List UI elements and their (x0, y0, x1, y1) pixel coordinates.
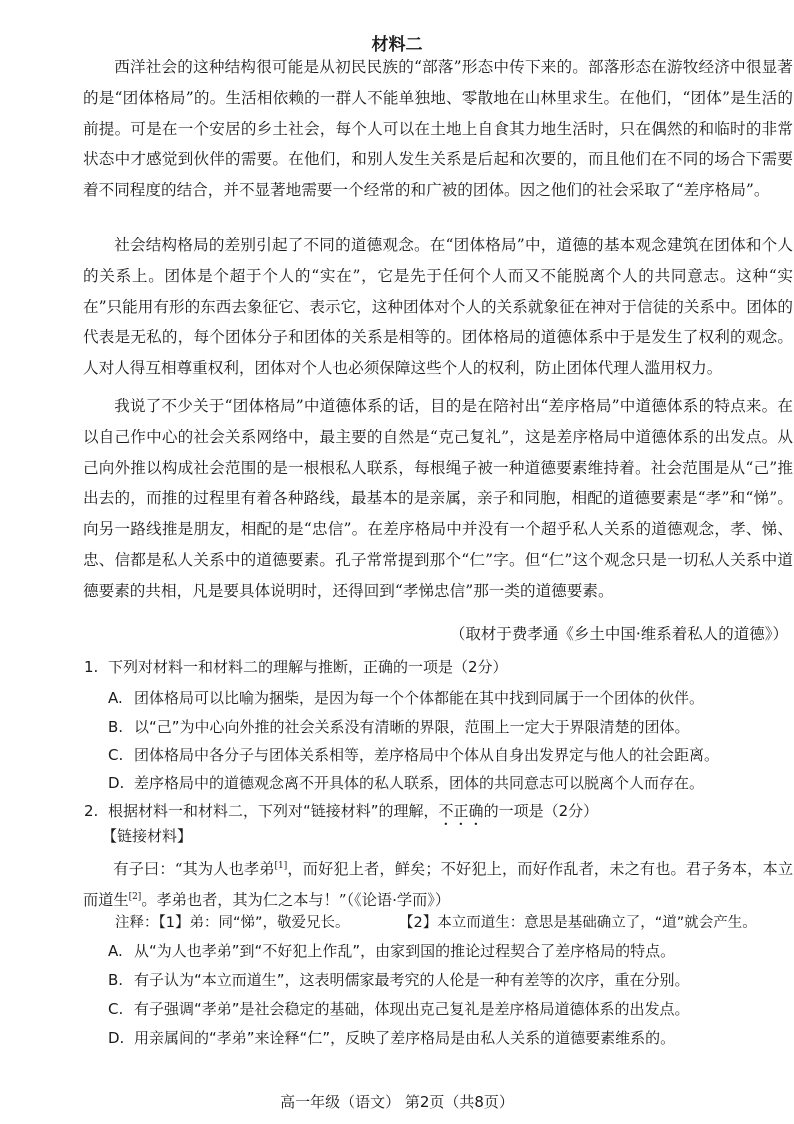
annotation-2: 【2】本立而道生：意思是基础确立了，“道”就会产生。 (399, 915, 757, 931)
option-text: 用亲属间的“孝弟”来诠释“仁”，反映了差序格局是由私人关系的道德要素维系的。 (134, 1029, 676, 1047)
link-text-part-2: ，而好犯上者，鲜矣；不好犯上，而好作乱者，未之有也。君子务本，本立而道生 (83, 860, 794, 910)
option-label: D. (108, 774, 125, 792)
material-title: 材料二 (371, 35, 423, 55)
option-label: C. (108, 746, 124, 764)
option-text: 团体格局可以比喻为捆柴，是因为每一个个体都能在其中找到同属于一个团体的伙伴。 (134, 689, 705, 707)
paragraph-2: 社会结构格局的差别引起了不同的道德观念。在“团体格局”中，道德的基本观念建筑在团体和个人的关系上。团体是个超于个人的“实在”，它是先于任何个人而又不能脱离个人的共同意志。这种“实在”只能用有形的东西去象征它、表示它，这种团体对个人的关系就象征在神对于信徒的关系中。团体的代表是无私的，每个团体分子和团体的关系是相等的。团体格局的道德体系中于是发生了权利的观念。人对人得互相尊重权利，团体对个人也必须保障这些个人的权利，防止团体代理人滥用权力。 (83, 236, 793, 378)
question-2-option-b (108, 969, 690, 990)
page-footer: 高一年级（语文） 第2页（共8页） (280, 1093, 514, 1111)
option-text: 团体格局中各分子与团体关系相等，差序格局中个体从自身出发界定与他人的社会距离。 (134, 746, 720, 764)
question-1-option-b (108, 716, 690, 737)
paragraph-3: 我说了不少关于“团体格局”中道德体系的话，目的是在陪衬出“差序格局”中道德体系的特点来。在以自己作中心的社会关系网络中，最主要的自然是“克己复礼”，这是差序格局中道德体系的出发点。从己向外推以构成社会范围的是一根根私人联系，每根绳子被一种道德要素维持着。社会范围是从“己”推出去的，而推的过程里有着各种路线，最基本的是亲属，亲子和同胞，相配的道德要素是“孝”和“悌”。向另一路线推是朋友，相配的是“忠信”。在差序格局中并没有一个超乎私人关系的道德观念，孝、悌、忠、信都是私人关系中的道德要素。孔子常常提到那个“仁”字。但“仁”这个观念只是一切私人关系中道德要素的共相，凡是要具体说明时，还得回到“孝悌忠信”那一类的道德要素。 (83, 397, 793, 600)
question-1-option-c (108, 744, 719, 765)
question-2-option-d (108, 1027, 675, 1048)
link-material-title: 【链接材料】 (102, 827, 193, 845)
option-text: 从“为人也孝弟”到“不好犯上作乱”，由家到国的推论过程契合了差序格局的特点。 (134, 942, 676, 960)
link-material-text (83, 852, 793, 914)
option-label: D. (108, 1029, 125, 1047)
link-text-part-1: 有子曰：“其为人也孝弟 (113, 860, 275, 879)
question-1-stem: 下列对材料一和材料二的理解与推断，正确的一项是（2分） (108, 658, 508, 676)
question-1-number: 1. (84, 658, 99, 676)
link-text-part-3: 。孝弟也者，其为仁之本与！”（《论语·学而》） (141, 891, 451, 910)
source-citation: （取材于费孝通《乡土中国·维系着私人的道德》） (449, 625, 788, 643)
question-1 (84, 656, 508, 677)
question-2-stem-before: 根据材料一和材料二，下列对“链接材料”的理解， (108, 802, 439, 820)
question-2-option-c (108, 998, 690, 1019)
question-2-option-a (108, 940, 675, 961)
question-1-option-a (108, 687, 704, 708)
question-2-number: 2. (84, 802, 99, 820)
option-label: A. (108, 689, 123, 707)
option-text: 差序格局中的道德观念离不开具体的私人联系，团体的共同意志可以脱离个人而存在。 (134, 774, 705, 792)
option-text: 以“己”为中心向外推的社会关系没有清晰的界限，范围上一定大于界限清楚的团体。 (134, 718, 690, 736)
option-label: B. (108, 971, 124, 989)
annotation-1: 注释：【1】弟：同“悌”，敬爱兄长。 (115, 915, 350, 931)
option-label: B. (108, 718, 124, 736)
question-2-stem-after: 的一项是（2分） (483, 802, 599, 820)
paragraph-1: 西洋社会的这种结构很可能是从初民民族的“部落”形态中传下来的。部落形态在游牧经济中很显著的是“团体格局”的。生活相依赖的一群人不能单独地、零散地在山林里求生。在他们，“团体”是生活的前提。可是在一个安居的乡土社会，每个人可以在土地上自食其力地生活时，只在偶然的和临时的非常状态中才感觉到伙伴的需要。在他们，和别人发生关系是后起和次要的，而且他们在不同的场合下需要着不同程度的结合，并不显著地需要一个经常的和广被的团体。因之他们的社会采取了“差序格局”。 (83, 58, 793, 200)
option-label: A. (108, 942, 123, 960)
footnote-marker-2: [2] (128, 892, 142, 903)
question-1-option-d (108, 772, 704, 793)
option-text: 有子强调“孝弟”是社会稳定的基础，体现出克己复礼是差序格局道德体系的出发点。 (134, 1000, 690, 1018)
footnote-marker-1: [1] (274, 861, 288, 871)
question-2-stem-emphasis: 不正确 (438, 802, 484, 820)
option-text: 有子认为“本立而道生”，这表明儒家最考究的人伦是一种有差等的次序，重在分别。 (134, 971, 690, 989)
option-label: C. (108, 1000, 124, 1018)
